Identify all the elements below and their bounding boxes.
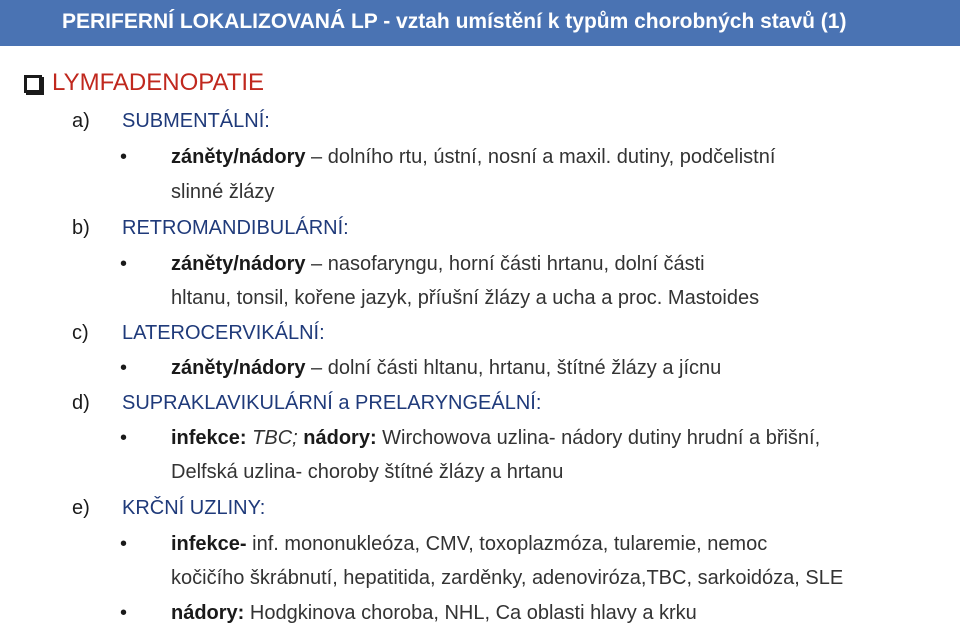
- section-marker-d: d): [72, 392, 90, 414]
- bullet-text: inf. mononukleóza, CMV, toxoplazmóza, tularemie, nemoc: [246, 533, 768, 555]
- bullet-dot-icon: •: [120, 146, 128, 168]
- bullet-italic-text: TBC;: [246, 427, 298, 449]
- bullet-continuation: hltanu, tonsil, kořene jazyk, příušní žlázy a ucha a proc. Mastoides: [171, 287, 760, 309]
- bullet-text: – nasofaryngu, horní části hrtanu, dolní části: [305, 253, 705, 275]
- bullet-dot-icon: •: [120, 253, 128, 275]
- bullet-item: [171, 529, 767, 559]
- bullet-lead-2: nádory:: [297, 427, 377, 449]
- bullet-continuation: kočičího škrábnutí, hepatitida, zarděnky, adenoviróza,TBC, sarkoidóza, SLE: [171, 567, 844, 589]
- slide-title: PERIFERNÍ LOKALIZOVANÁ LP - vztah umístění k typům chorobných stavů (1): [62, 10, 847, 33]
- section-marker-c: c): [72, 322, 89, 344]
- bullet-dot-icon: •: [120, 357, 128, 379]
- bullet-lead: záněty/nádory: [171, 253, 306, 275]
- bullet-text: – dolního rtu, ústní, nosní a maxil. dutiny, podčelistní: [305, 146, 776, 168]
- bullet-lead: infekce-: [171, 533, 247, 555]
- section-label-retromandibularni: RETROMANDIBULÁRNÍ:: [122, 217, 349, 239]
- section-heading: [24, 66, 264, 100]
- bullet-text: – dolní části hltanu, hrtanu, štítné žlázy a jícnu: [305, 357, 722, 379]
- bullet-text: Wirchowova uzlina- nádory dutiny hrudní a břišní,: [376, 427, 821, 449]
- bullet-dot-icon: •: [120, 427, 128, 449]
- bullet-dot-icon: •: [120, 533, 128, 555]
- section-marker-e: e): [72, 497, 90, 519]
- bullet-text: Hodgkinova choroba, NHL, Ca oblasti hlavy a krku: [244, 602, 697, 624]
- heading-text: LYMFADENOPATIE: [52, 69, 265, 96]
- section-marker-b: b): [72, 217, 90, 239]
- bullet-lead: záněty/nádory: [171, 357, 306, 379]
- section-marker-a: a): [72, 110, 90, 132]
- bullet-lead: nádory:: [171, 602, 245, 624]
- bullet-continuation: slinné žlázy: [171, 181, 275, 203]
- bullet-lead: infekce:: [171, 427, 247, 449]
- section-label-laterocervikalni: LATEROCERVIKÁLNÍ:: [122, 322, 325, 344]
- bullet-lead: záněty/nádory: [171, 146, 306, 168]
- checkbox-bullet-icon: [24, 75, 42, 93]
- title-bar: [0, 0, 960, 46]
- section-label-supraklavikularni: SUPRAKLAVIKULÁRNÍ a PRELARYNGEÁLNÍ:: [122, 392, 542, 414]
- bullet-item: [171, 353, 721, 383]
- bullet-item: [171, 249, 705, 279]
- section-label-submentalni: SUBMENTÁLNÍ:: [122, 110, 270, 132]
- section-label-krcni-uzliny: KRČNÍ UZLINY:: [122, 497, 266, 519]
- bullet-item: [171, 598, 697, 628]
- bullet-continuation: Delfská uzlina- choroby štítné žlázy a hrtanu: [171, 461, 564, 483]
- bullet-item: [171, 142, 775, 172]
- bullet-item: [171, 423, 820, 453]
- bullet-dot-icon: •: [120, 602, 128, 624]
